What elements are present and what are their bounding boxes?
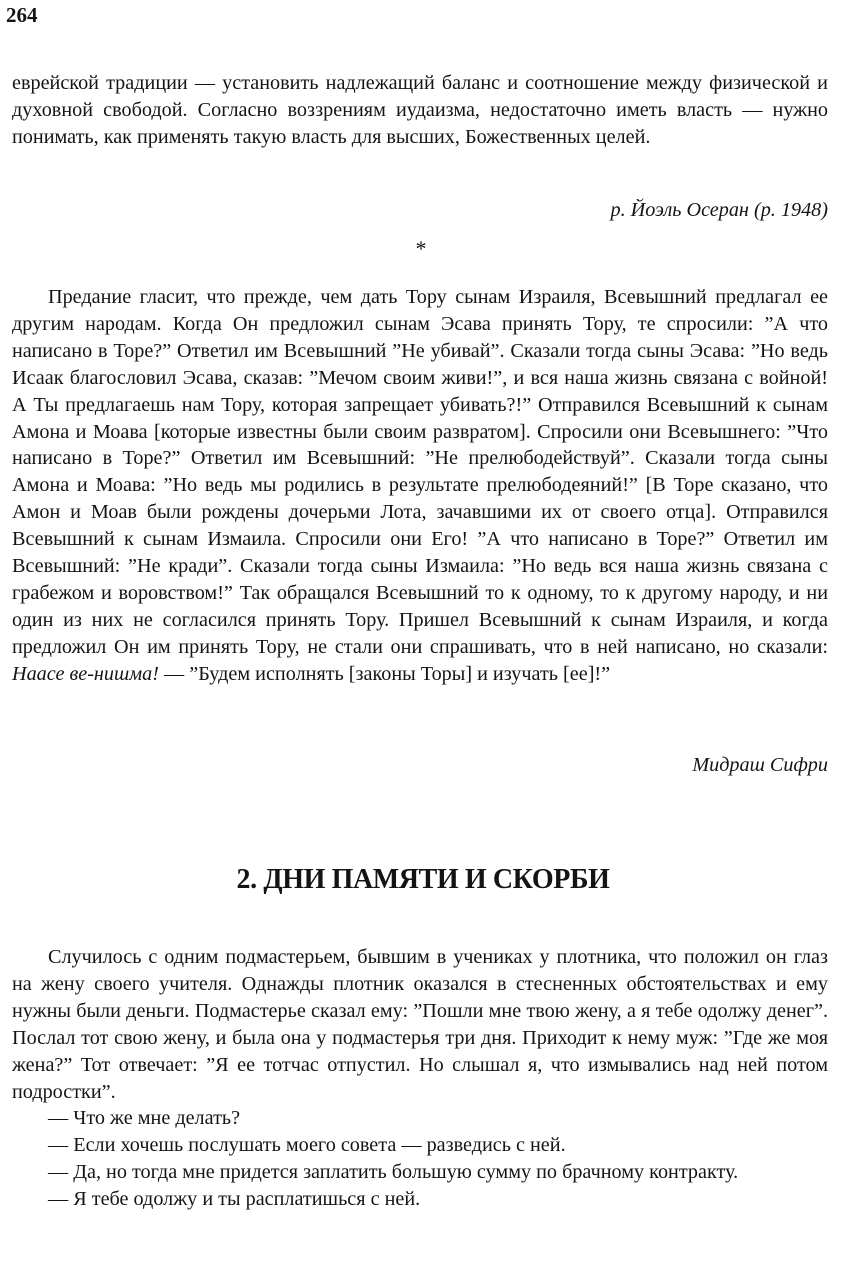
- dialogue-line-4: — Я тебе одолжу и ты расплатишься с ней.: [48, 1188, 421, 1211]
- midrash-text: [12, 284, 828, 688]
- midrash-text-main: Предание гласит, что прежде, чем дать Тору сынам Израиля, Всевышний предлагал ее другим народам. Когда Он предложил сынам Эсава принять Тору, те спросили: ”А что написано в Торе?” Ответил им Всевышний ”Не убивай”. Сказали тогда сыны Эсава: ”Но ведь Исаак благословил Эсава, сказав: ”Мечом своим живи!”, и вся наша жизнь связана с войной! А Ты предлагаешь нам Тору, которая запрещает убивать?!” Отправился Всевышний к сынам Амона и Моава [которые известны были своим развратом]. Спросили они Всевышнего: ”Что написано в Торе?” Ответил им Всевышний: ”Не прелюбодействуй”. Сказали тогда сыны Амона и Моава: ”Но ведь мы родились в результате прелюбодеяний!” [В Торе сказано, что Амон и Моав были рождены дочерьми Лота, зачавшими их от своего отца]. Отправился Всевышний к сынам Измаила. Спросили они Его! ”А что написано в Торе?” Ответил им Всевышний: ”Не кради”. Сказали тогда сыны Измаила: ”Но ведь вся наша жизнь связана с грабежом и воровством!” Так обращался Всевышний то к одному, то к другому народу, и ни один из них не согласился принять Тору. Пришел Всевышний к сынам Израиля, и когда предложил Он им принять Тору, не стали они спрашивать, что в ней написано, но сказали:: [12, 286, 828, 658]
- attribution-sifri: Мидраш Сифри: [692, 754, 828, 776]
- continuation-paragraph: [12, 70, 828, 151]
- midrash-text-italic: Наасе ве-нишма!: [12, 662, 159, 685]
- story-paragraph: Случилось с одним подмастерьем, бывшим в учениках у плотника, что положил он глаз на жену своего учителя. Однажды плотник оказался в стесненных обстоятельствах и ему нужны были деньги. Подмастерье сказал ему: ”Пошли мне твою жену, а я тебе одолжу денег”. Послал тот свою жену, и была она у подмастерья три дня. Приходит к нему муж: ”Где же моя жена?” Тот отвечает: ”Я ее тотчас отпустил. Но слышал я, что измывались над ней потом подростки”.: [12, 946, 828, 1103]
- section-heading: 2. ДНИ ПАМЯТИ И СКОРБИ: [236, 864, 610, 895]
- midrash-paragraph: [12, 284, 828, 688]
- dialogue-line-1: — Что же мне делать?: [48, 1107, 241, 1130]
- dialogue-line-2: — Если хочешь послушать моего совета — разведись с ней.: [48, 1134, 566, 1157]
- continuation-text: еврейской традиции — установить надлежащий баланс и соотношение между физической и духовной свободой. Согласно воззрениям иудаизма, недостаточно иметь власть — нужно понимать, как применять такую власть для высших, Божественных целей.: [12, 72, 828, 148]
- section-separator: [0, 236, 846, 262]
- dialogue-line-3: — Да, но тогда мне придется заплатить большую сумму по брачному контракту.: [48, 1161, 739, 1184]
- attribution-oseran: р. Йоэль Осеран (р. 1948): [610, 199, 828, 221]
- story-block: [12, 944, 828, 1213]
- asterisk-separator: *: [415, 236, 427, 261]
- page-number: 264: [6, 3, 38, 27]
- midrash-text-end: — ”Будем исполнять [законы Торы] и изучать [ее]!”: [158, 662, 611, 685]
